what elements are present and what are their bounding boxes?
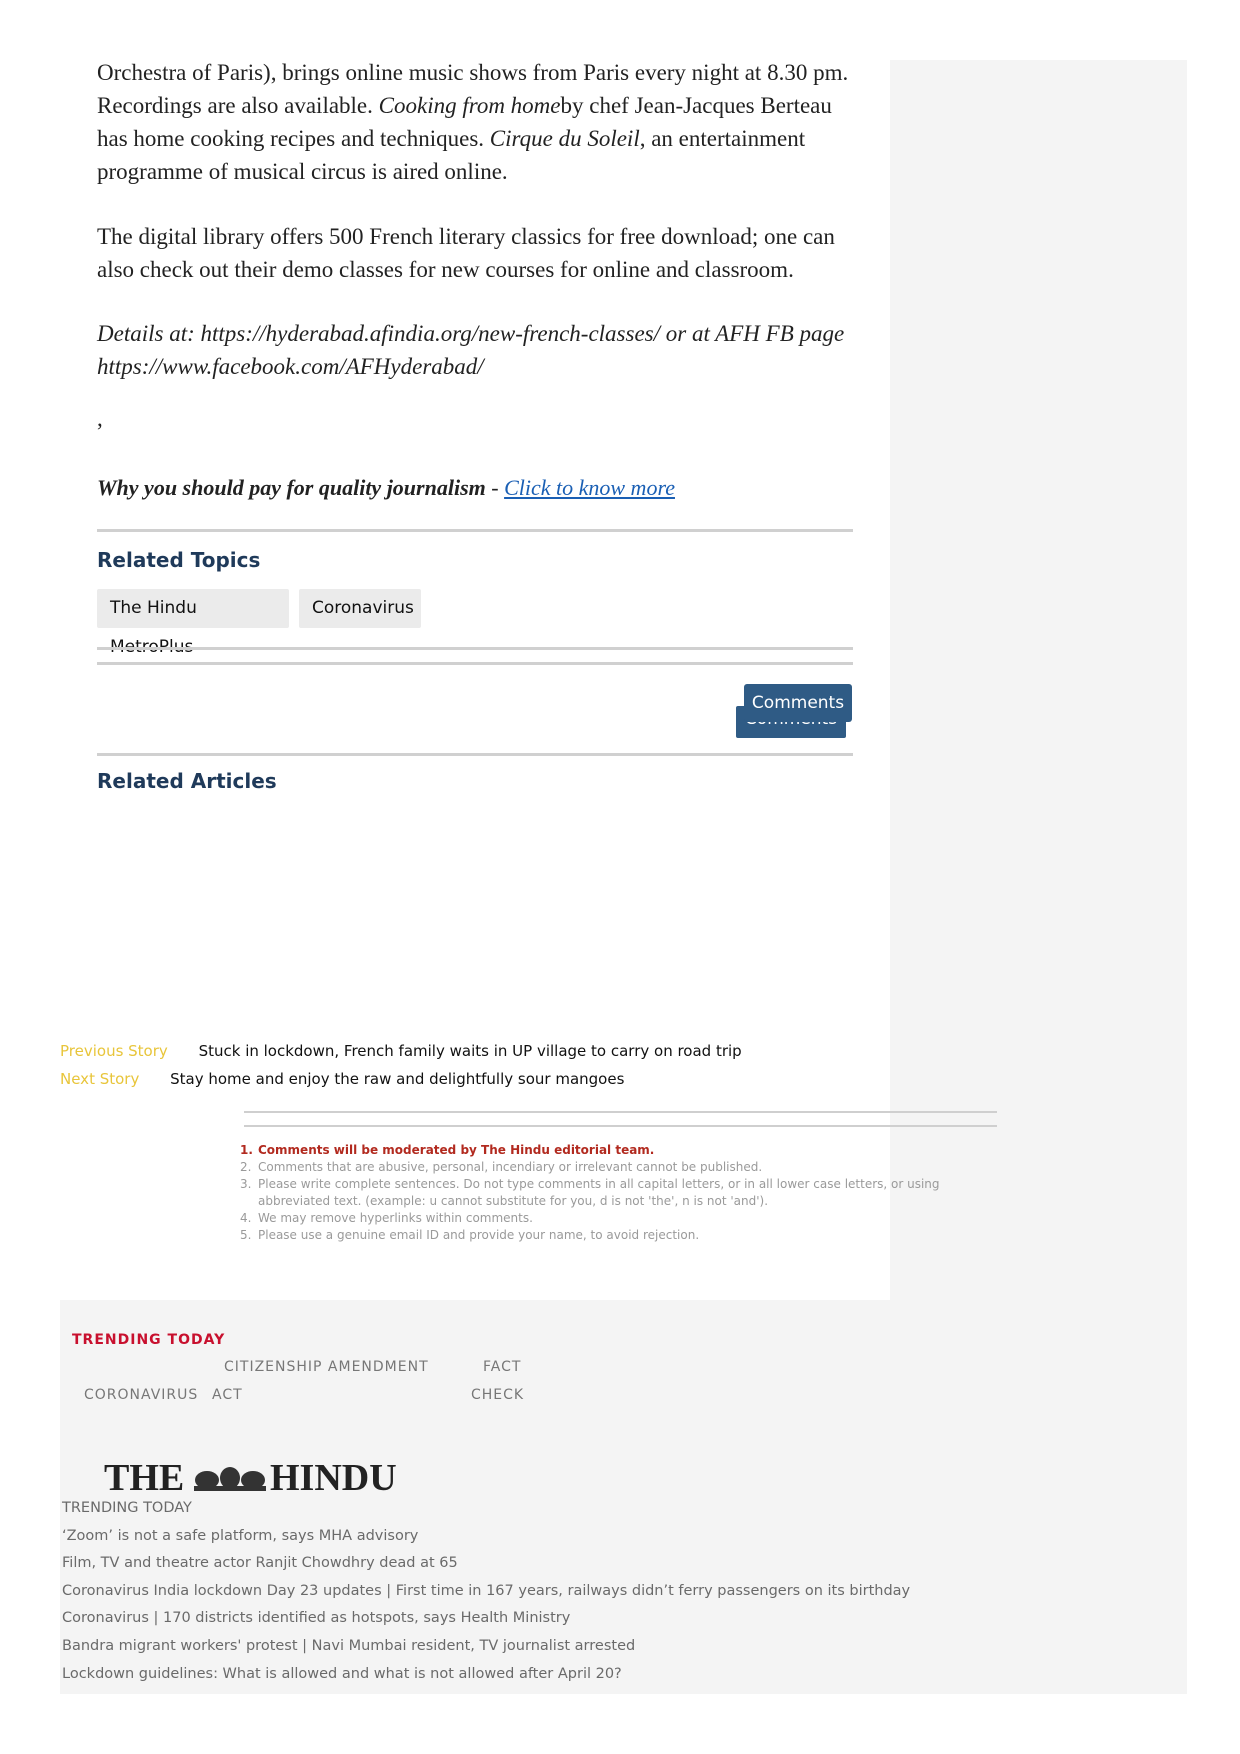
trending-link[interactable]: Lockdown guidelines: What is allowed and what is not allowed after April 20? — [62, 1665, 622, 1682]
details-paragraph: Details at: https://hyderabad.afindia.org/new-french-classes/ or at AFH FB page https://www.facebook.com/AFHyderabad/ — [97, 321, 845, 379]
divider — [244, 1125, 997, 1127]
trending-tag-fact-check[interactable]: CHECK — [471, 1387, 525, 1403]
trending-link[interactable]: Coronavirus India lockdown Day 23 updates | First time in 167 years, railways didn’t ferry passengers on its birthday — [62, 1582, 911, 1599]
comment-guidelines — [240, 1142, 980, 1244]
guideline-item: 3. Please write complete sentences. Do not type comments in all capital letters, or in all lower case letters, or using abbreviated text. (example: u cannot substitute for you, d is not 'the', n is not 'and'). — [240, 1177, 940, 1208]
next-story-title[interactable]: Stay home and enjoy the raw and delightfully sour mangoes — [170, 1070, 625, 1088]
trending-link[interactable]: Coronavirus | 170 districts identified as hotspots, says Health Ministry — [62, 1610, 571, 1627]
guideline-item: 1. Comments will be moderated by The Hindu editorial team. — [240, 1143, 655, 1157]
comments-button[interactable]: Comments — [744, 684, 852, 722]
previous-story-title[interactable]: Stuck in lockdown, French family waits in UP village to carry on road trip — [198, 1042, 742, 1060]
right-sidebar — [890, 60, 1187, 1300]
next-story[interactable] — [60, 1070, 624, 1088]
divider — [97, 662, 853, 665]
trending-tag-citizenship-act[interactable]: ACT — [212, 1387, 243, 1403]
topic-chip-coronavirus[interactable]: Coronavirus — [299, 589, 421, 628]
the-hindu-logo-mark — [104, 1458, 404, 1498]
guideline-item: 4. We may remove hyperlinks within comments. — [240, 1211, 533, 1225]
trending-tag-coronavirus[interactable]: CORONAVIRUS — [84, 1387, 199, 1403]
divider — [97, 529, 853, 532]
divider — [97, 647, 853, 650]
footer-trending-heading: TRENDING TODAY — [62, 1500, 192, 1516]
trending-link[interactable]: Film, TV and theatre actor Ranjit Chowdhry dead at 65 — [62, 1555, 458, 1572]
previous-story[interactable] — [60, 1042, 742, 1060]
trending-link[interactable]: Bandra migrant workers' protest | Navi Mumbai resident, TV journalist arrested — [62, 1637, 636, 1654]
trending-tag-citizenship[interactable]: CITIZENSHIP AMENDMENT — [224, 1359, 429, 1375]
footer-trending-list — [62, 1495, 932, 1716]
related-articles-title: Related Articles — [97, 769, 277, 793]
trending-tag-fact[interactable]: FACT — [483, 1359, 522, 1375]
next-story-label: Next Story — [60, 1070, 140, 1088]
guideline-item: 2. Comments that are abusive, personal, incendiary or irrelevant cannot be published. — [240, 1160, 763, 1174]
page-bottom-margin — [60, 1694, 1187, 1754]
svg-text:HINDU: HINDU — [270, 1458, 397, 1498]
trending-link[interactable]: ‘Zoom’ is not a safe platform, says MHA advisory — [62, 1527, 419, 1544]
the-hindu-logo[interactable] — [104, 1458, 404, 1498]
article-paragraph: Orchestra of Paris), brings online music shows from Paris every night at 8.30 pm. Recordings are also available. Cooking from homeby chef Jean-Jacques Berteau has home cooking recipes and techniques. Cirque du Soleil, an entertainment programme of musical circus is aired online. — [97, 60, 849, 184]
svg-text:THE: THE — [104, 1458, 185, 1498]
previous-story-label: Previous Story — [60, 1042, 168, 1060]
topic-chip-metroplus[interactable]: The Hindu — [97, 589, 289, 628]
click-to-know-more-link[interactable]: Click to know more — [504, 475, 675, 500]
article-paragraph: The digital library offers 500 French literary classics for free download; one can also check out their demo classes for new courses for online and classroom. — [97, 224, 835, 282]
guideline-item: 5. Please use a genuine email ID and provide your name, to avoid rejection. — [240, 1228, 700, 1242]
divider — [97, 753, 853, 756]
divider — [244, 1111, 997, 1113]
emblem-icon — [194, 1467, 266, 1491]
trending-today-heading: TRENDING TODAY — [72, 1332, 226, 1348]
pay-for-journalism: Why you should pay for quality journalism - Click to know more — [97, 475, 675, 500]
stray-comma: , — [97, 406, 103, 431]
related-topics-title: Related Topics — [97, 548, 261, 572]
